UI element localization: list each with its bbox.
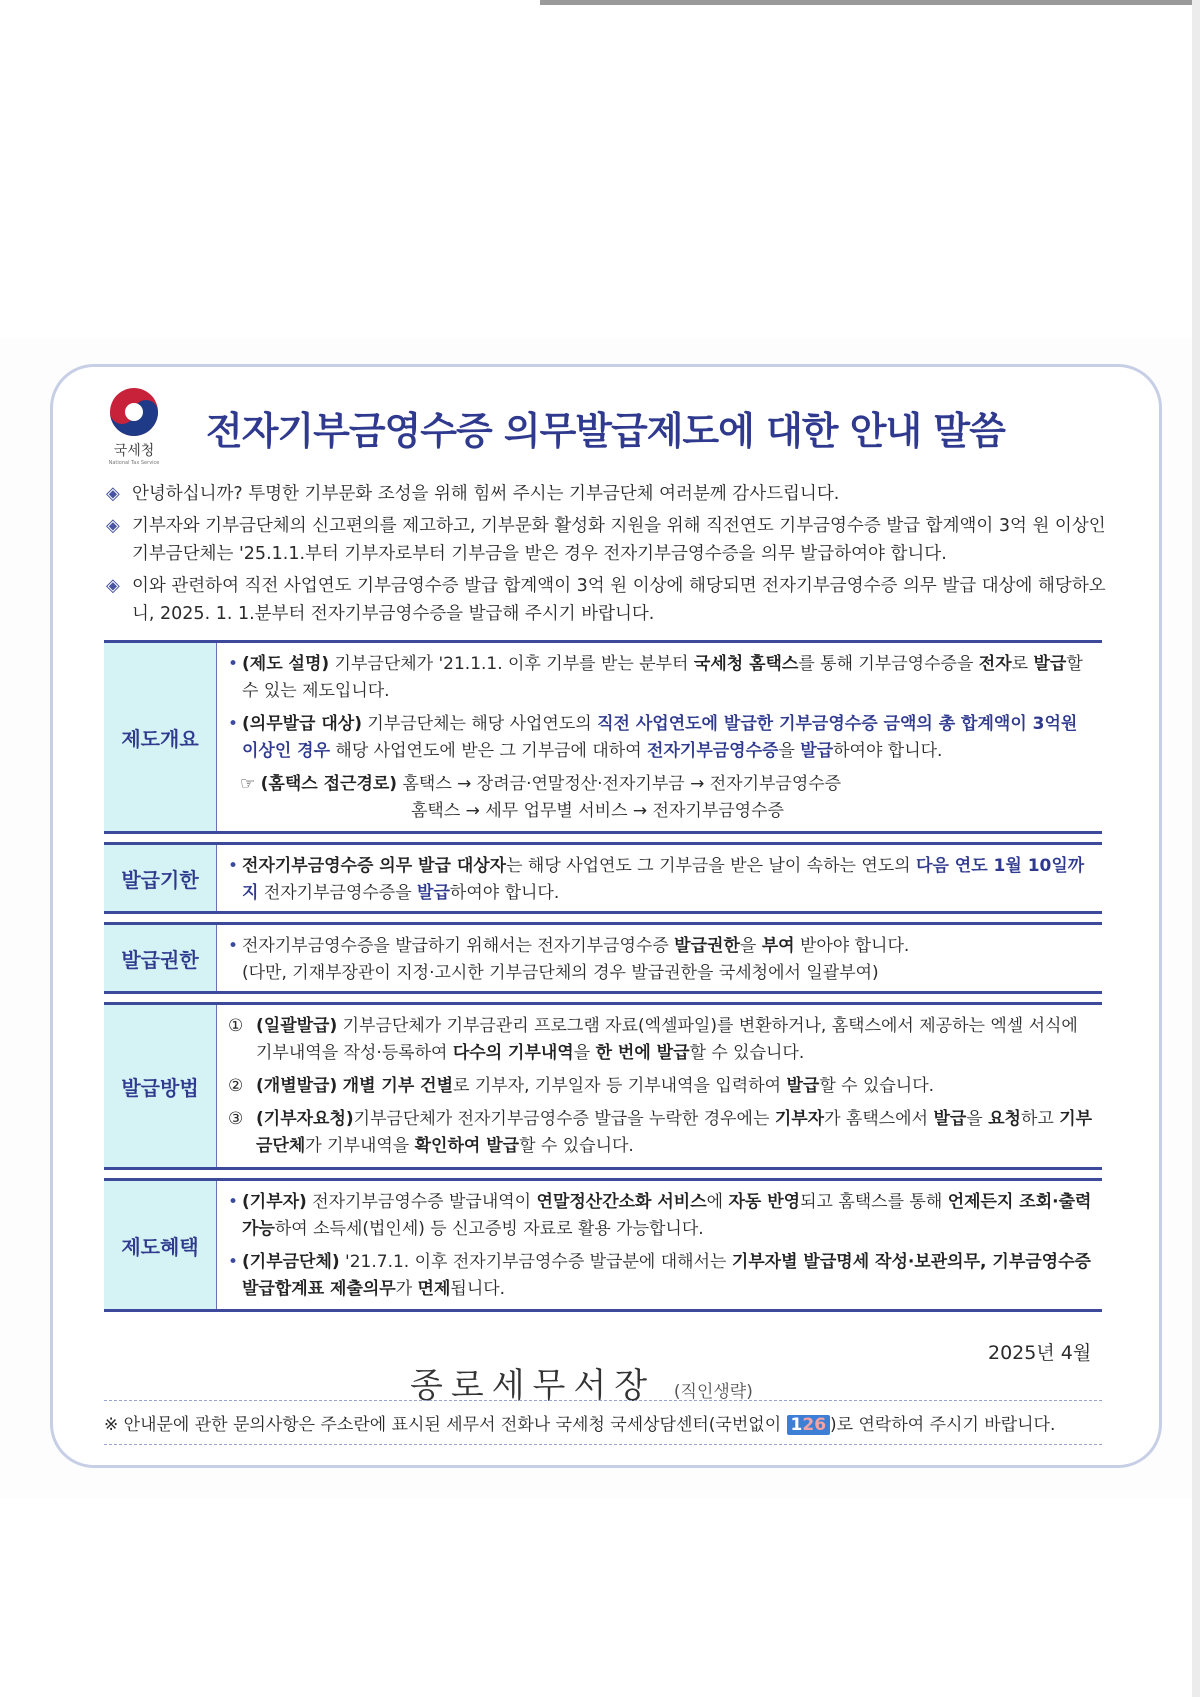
logo-english: National Tax Service — [108, 460, 160, 466]
diamond-bullet-icon: ◈ — [106, 515, 120, 536]
intro-paragraph: ◈ 이와 관련하여 직전 사업연도 기부금영수증 발급 합계액이 3억 원 이상에 해당되면 전자기부금영수증 의무 발급 대상에 해당하오니, 2025. 1. 1.분부터 전자기부금영수증을 발급해 주시기 바랍니다. — [106, 572, 1106, 628]
contact-note: ※ 안내문에 관한 문의사항은 주소란에 표시된 세무서 전화나 국세청 국세상담센터(국번없이 126 )로 연락하여 주시기 바랍니다. — [104, 1415, 1056, 1435]
section-deadline — [104, 842, 1102, 914]
hometax-route: ☞ (홈택스 접근경로) 홈택스 → 장려금·연말정산·전자기부금 → 전자기부금영수증 홈택스 → 세무 업무별 서비스 → 전자기부금영수증 — [240, 774, 842, 821]
list-item: • (기부금단체) '21.7.1. 이후 전자기부금영수증 발급분에 대해서는 기부자별 발급명세 작성·보관의무, 기부금영수증 발급합계표 제출의무가 면제됩니다. — [228, 1252, 1091, 1299]
numbered-item: ③ (기부자요청)기부금단체가 전자기부금영수증 발급을 누락한 경우에는 기부자가 홈택스에서 발급을 요청하고 기부금단체가 기부내역을 확인하여 발급할 수 있습니다. — [228, 1109, 1093, 1156]
section-heading: 제도개요 — [104, 643, 217, 831]
list-item: • 전자기부금영수증을 발급하기 위해서는 전자기부금영수증 발급권한을 부여 받아야 합니다. (다만, 기재부장관이 지정·고시한 기부금단체의 경우 발급권한을 국세청에서 일괄부여) — [228, 936, 910, 983]
scan-edge-right — [1192, 0, 1200, 1697]
intro-paragraphs — [106, 480, 1106, 632]
logo-text: 국세청 — [113, 443, 155, 459]
section-heading: 발급방법 — [104, 1005, 217, 1167]
intro-paragraph: ◈ 기부자와 기부금단체의 신고편의를 제고하고, 기부문화 활성화 지원을 위해 직전연도 기부금영수증 발급 합계액이 3억 원 이상인 기부금단체는 '25.1.1.부터 기부자로부터 기부금을 받은 경우 전자기부금영수증을 의무 발급하여야 합니다. — [106, 512, 1106, 568]
diamond-bullet-icon: ◈ — [106, 483, 120, 504]
list-item: • (의무발급 대상) 기부금단체는 해당 사업연도의 직전 사업연도에 발급한 기부금영수증 금액의 총 합계액이 3억원 이상인 경우 해당 사업연도에 받은 그 기부금에 대하여 전자기부금영수증을 발급하여야 합니다. — [228, 714, 1078, 761]
divider — [104, 1400, 1102, 1401]
section-heading: 제도혜택 — [104, 1181, 217, 1309]
section-heading: 발급기한 — [104, 845, 217, 911]
list-item: • (제도 설명) 기부금단체가 '21.1.1. 이후 기부를 받는 분부터 국세청 홈택스를 통해 기부금영수증을 전자로 발급할 수 있는 제도입니다. — [228, 654, 1083, 701]
tax-office-signature: 종로세무서장 (직인생략) — [410, 1366, 753, 1406]
issue-date: 2025년 4월 — [988, 1342, 1092, 1364]
scan-edge-top — [540, 0, 1200, 5]
taegeuk-emblem-icon — [108, 386, 160, 438]
section-authority — [104, 922, 1102, 994]
section-method — [104, 1002, 1102, 1170]
call-center-number: 126 — [787, 1415, 831, 1435]
section-benefit — [104, 1178, 1102, 1312]
page-title: 전자기부금영수증 의무발급제도에 대한 안내 말씀 — [206, 409, 1005, 453]
diamond-bullet-icon: ◈ — [106, 575, 120, 596]
section-heading: 발급권한 — [104, 925, 217, 991]
intro-paragraph: ◈ 안녕하십니까? 투명한 기부문화 조성을 위해 힘써 주시는 기부금단체 여러분께 감사드립니다. — [106, 480, 1106, 508]
list-item: • (기부자) 전자기부금영수증 발급내역이 연말정산간소화 서비스에 자동 반영되고 홈택스를 통해 언제든지 조회·출력 가능하여 소득세(법인세) 등 신고증빙 자료로 활용 가능합니다. — [228, 1192, 1092, 1239]
section-overview — [104, 640, 1102, 834]
pointing-hand-icon: ☞ — [240, 774, 256, 794]
list-item: • 전자기부금영수증 의무 발급 대상자는 해당 사업연도 그 기부금을 받은 날이 속하는 연도의 다음 연도 1월 10일까지 전자기부금영수증을 발급하여야 합니다. — [228, 856, 1085, 903]
numbered-item: ① (일괄발급) 기부금단체가 기부금관리 프로그램 자료(엑셀파일)를 변환하거나, 홈택스에서 제공하는 엑셀 서식에 기부내역을 작성·등록하여 다수의 기부내역을 한 번에 발급할 수 있습니다. — [228, 1016, 1078, 1063]
numbered-item: ② (개별발급) 개별 기부 건별로 기부자, 기부일자 등 기부내역을 입력하여 발급할 수 있습니다. — [228, 1076, 935, 1096]
nts-logo — [104, 386, 164, 468]
divider — [104, 1444, 1102, 1445]
